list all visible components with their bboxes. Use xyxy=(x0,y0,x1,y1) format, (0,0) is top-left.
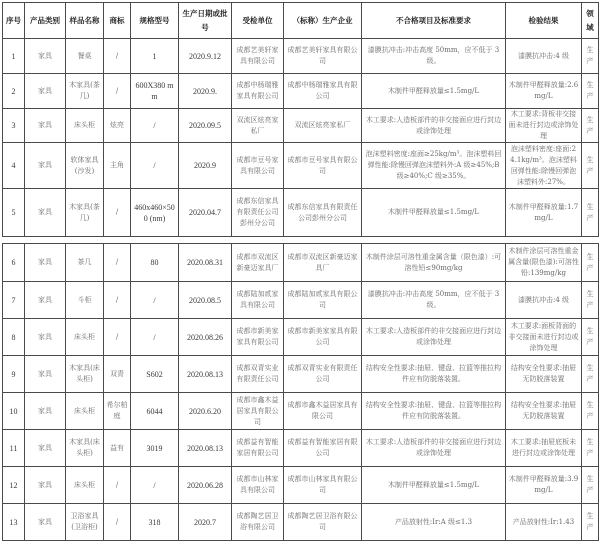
cell-failed-item: 产品放射性:Ir:A 级≤1.3 xyxy=(362,504,506,541)
inspection-table-part-1 xyxy=(2,2,599,237)
cell-field: 生产 xyxy=(582,393,599,430)
cell-sample-name: 木家具(茶几) xyxy=(66,74,104,109)
cell-failed-item: 结构安全性要求:抽屉、键盘、拉篮等推拉构件应有防脱落装置。 xyxy=(362,356,506,393)
cell-seq: 8 xyxy=(3,319,25,356)
cell-inspected-unit: 成都市双流区新豪迈家具厂 xyxy=(232,244,284,282)
cell-inspected-unit: 成都陆加贰家具有限公司 xyxy=(232,282,284,319)
cell-inspected-unit: 成都益有智能家居有限公司 xyxy=(232,430,284,467)
cell-failed-item: 泡沫塑料密度:座面≥25kg/m³。泡沫塑料回弹性能:除慢回弹泡沫塑料外:A 级≥45%;B 级≥40%;C 级≥35%。 xyxy=(362,143,506,189)
header-date-batch: 生产日期或批号 xyxy=(179,3,232,39)
cell-result: 木制件涂层可溶性重金属含量(限色漆):可溶性铅:139mg/kg xyxy=(506,244,582,282)
cell-seq: 4 xyxy=(3,143,25,189)
cell-inspected-unit: 成都东信家具有限责任公司彭州分公司 xyxy=(232,189,284,237)
cell-category: 家具 xyxy=(25,467,66,504)
table-row xyxy=(3,430,599,467)
table-row xyxy=(3,467,599,504)
cell-failed-item: 木工要求:人造板部件的非交接面应进行封边或涂饰处理 xyxy=(362,319,506,356)
cell-model: 600X380 mm xyxy=(131,74,179,109)
cell-date: 2020.7 xyxy=(179,504,232,541)
cell-result: 结构安全性要求:抽屉无防脱落装置 xyxy=(506,356,582,393)
cell-model: / xyxy=(131,109,179,143)
cell-trademark: / xyxy=(104,282,131,319)
cell-sample-name: 木家具(床头柜) xyxy=(66,356,104,393)
cell-category: 家具 xyxy=(25,244,66,282)
cell-field: 生产 xyxy=(582,356,599,393)
cell-category: 家具 xyxy=(25,109,66,143)
cell-category: 家具 xyxy=(25,393,66,430)
table-row xyxy=(3,319,599,356)
cell-result: 产品放射性:Ir:1.43 xyxy=(506,504,582,541)
cell-manufacturer: 成都市双流区新豪迈家具厂 xyxy=(284,244,362,282)
cell-inspected-unit: 成都市新美家家具有限公司 xyxy=(232,319,284,356)
cell-model: 318 xyxy=(131,504,179,541)
cell-manufacturer: 成都市鑫木益居家具有限公司 xyxy=(284,393,362,430)
cell-trademark: / xyxy=(104,189,131,237)
cell-model: / xyxy=(131,282,179,319)
cell-sample-name: 软体家具(沙发) xyxy=(66,143,104,189)
cell-result: 木制件甲醛释放量:2.6mg/L xyxy=(506,74,582,109)
header-trademark: 商标 xyxy=(104,3,131,39)
cell-inspected-unit: 成都中杨瑞雅家具有限公司 xyxy=(232,74,284,109)
table-row xyxy=(3,39,599,74)
table-row xyxy=(3,504,599,541)
cell-field: 生产 xyxy=(582,282,599,319)
cell-trademark: / xyxy=(104,467,131,504)
inspection-table-part-2 xyxy=(2,243,599,541)
cell-field: 生产 xyxy=(582,189,599,237)
cell-model: S602 xyxy=(131,356,179,393)
header-manufacturer: （标称）生产企业 xyxy=(284,3,362,39)
cell-model: 80 xyxy=(131,244,179,282)
table-row xyxy=(3,282,599,319)
cell-seq: 11 xyxy=(3,430,25,467)
cell-sample-name: 床头柜 xyxy=(66,393,104,430)
cell-seq: 9 xyxy=(3,356,25,393)
cell-inspected-unit: 双流区炫亮家私厂 xyxy=(232,109,284,143)
cell-date: 2020.09.5 xyxy=(179,109,232,143)
cell-trademark: 双青 xyxy=(104,356,131,393)
cell-field: 生产 xyxy=(582,504,599,541)
cell-failed-item: 木制件甲醛释放量≤1.5mg/L xyxy=(362,467,506,504)
cell-seq: 3 xyxy=(3,109,25,143)
cell-category: 家具 xyxy=(25,189,66,237)
cell-seq: 13 xyxy=(3,504,25,541)
cell-sample-name: 床头柜 xyxy=(66,467,104,504)
cell-trademark: 益有 xyxy=(104,430,131,467)
cell-result: 木工要求:抽屉底板未进行封边或涂饰处理 xyxy=(506,430,582,467)
cell-field: 生产 xyxy=(582,143,599,189)
cell-manufacturer: 成都市山林家具有限公司 xyxy=(284,467,362,504)
cell-manufacturer: 成都陶艺居卫浴有限公司 xyxy=(284,504,362,541)
cell-trademark: / xyxy=(104,504,131,541)
cell-sample-name: 斗柜 xyxy=(66,282,104,319)
cell-sample-name: 床头柜 xyxy=(66,319,104,356)
cell-sample-name: 卫浴家具(卫浴柜) xyxy=(66,504,104,541)
cell-manufacturer: 成都陆加贰家具有限公司 xyxy=(284,282,362,319)
cell-inspected-unit: 成都市豆号家具有限公司 xyxy=(232,143,284,189)
header-failed-item: 不合格项目及标准要求 xyxy=(362,3,506,39)
cell-field: 生产 xyxy=(582,467,599,504)
cell-trademark: / xyxy=(104,244,131,282)
cell-sample-name: 木家具(茶几) xyxy=(66,189,104,237)
cell-field: 生产 xyxy=(582,244,599,282)
cell-category: 家具 xyxy=(25,39,66,74)
cell-manufacturer: 成都中杨瑞雅家具有限公司 xyxy=(284,74,362,109)
cell-inspected-unit: 成都艺美轩家具有限公司 xyxy=(232,39,284,74)
cell-result: 漆膜抗冲击:4 级 xyxy=(506,39,582,74)
cell-manufacturer: 成都东信家具有限责任公司彭州分公司 xyxy=(284,189,362,237)
cell-result: 泡沫塑料密度:座面:24.1kg/m³。泡沫塑料回弹性能:除慢回弹泡沫塑料外:27%。 xyxy=(506,143,582,189)
cell-model: / xyxy=(131,467,179,504)
cell-manufacturer: 成都艺美轩家具有限公司 xyxy=(284,39,362,74)
cell-date: 2020.08.13 xyxy=(179,356,232,393)
cell-failed-item: 木制件甲醛释放量≤1.5mg/L xyxy=(362,74,506,109)
cell-manufacturer: 成都市豆号家具有限公司 xyxy=(284,143,362,189)
cell-trademark: 主角 xyxy=(104,143,131,189)
cell-date: 2020.9 xyxy=(179,143,232,189)
cell-failed-item: 漆膜抗冲击:冲击高度 50mm，应不低于 3 级。 xyxy=(362,39,506,74)
cell-manufacturer: 成都市新美家家具有限公司 xyxy=(284,319,362,356)
cell-field: 生产 xyxy=(582,74,599,109)
cell-date: 2020.9. xyxy=(179,74,232,109)
cell-seq: 10 xyxy=(3,393,25,430)
cell-trademark: 希尔柏庭 xyxy=(104,393,131,430)
cell-failed-item: 木工要求:人造板部件的非交接面应进行封边或涂饰处理 xyxy=(362,109,506,143)
cell-category: 家具 xyxy=(25,356,66,393)
cell-seq: 7 xyxy=(3,282,25,319)
header-field: 领域 xyxy=(582,3,599,39)
header-category: 产品类别 xyxy=(25,3,66,39)
cell-inspected-unit: 成都陶艺居卫浴有限公司 xyxy=(232,504,284,541)
cell-sample-name: 木家具(床头柜) xyxy=(66,430,104,467)
cell-trademark: / xyxy=(104,39,131,74)
cell-field: 生产 xyxy=(582,319,599,356)
cell-inspected-unit: 成都市山林家具有限公司 xyxy=(232,467,284,504)
cell-date: 2020.06.28 xyxy=(179,467,232,504)
cell-category: 家具 xyxy=(25,282,66,319)
cell-sample-name: 茶几 xyxy=(66,244,104,282)
header-inspected-unit: 受检单位 xyxy=(232,3,284,39)
cell-result: 木制件甲醛释放量:1.7mg/L xyxy=(506,189,582,237)
cell-failed-item: 木制件涂层可溶性重金属含量（限色漆）:可溶性铅≤90mg/kg xyxy=(362,244,506,282)
cell-result: 木制件甲醛释放量:3.9mg/L xyxy=(506,467,582,504)
cell-seq: 5 xyxy=(3,189,25,237)
cell-seq: 1 xyxy=(3,39,25,74)
cell-date: 2020.04.7 xyxy=(179,189,232,237)
header-model: 规格型号 xyxy=(131,3,179,39)
cell-result: 木工要求:面板背面的非交接面未进行封边或涂饰处理 xyxy=(506,319,582,356)
cell-model: 1 xyxy=(131,39,179,74)
header-sample-name: 样品名称 xyxy=(66,3,104,39)
cell-trademark: / xyxy=(104,74,131,109)
cell-result: 漆膜抗冲击:4 级 xyxy=(506,282,582,319)
cell-manufacturer: 成都益有智能家居有限公司 xyxy=(284,430,362,467)
table-row xyxy=(3,109,599,143)
cell-category: 家具 xyxy=(25,143,66,189)
cell-manufacturer: 双流区炫亮家私厂 xyxy=(284,109,362,143)
cell-inspected-unit: 成都双青实业有限责任公司 xyxy=(232,356,284,393)
cell-result: 木工要求:背板非交接面未进行封边或涂饰处理 xyxy=(506,109,582,143)
header-row xyxy=(3,3,599,39)
cell-category: 家具 xyxy=(25,319,66,356)
cell-date: 2020.6.20 xyxy=(179,393,232,430)
cell-failed-item: 木工要求:人造板部件的非交接面应进行封边或涂饰处理 xyxy=(362,430,506,467)
cell-sample-name: 餐桌 xyxy=(66,39,104,74)
cell-trademark: 炫亮 xyxy=(104,109,131,143)
cell-model: 6044 xyxy=(131,393,179,430)
cell-failed-item: 结构安全性要求:抽屉、键盘、拉篮等推拉构件应有防脱落装置。 xyxy=(362,393,506,430)
table-row xyxy=(3,244,599,282)
table-row xyxy=(3,393,599,430)
cell-field: 生产 xyxy=(582,430,599,467)
cell-seq: 12 xyxy=(3,467,25,504)
header-result: 检验结果 xyxy=(506,3,582,39)
cell-trademark: / xyxy=(104,319,131,356)
cell-model: 3019 xyxy=(131,430,179,467)
cell-seq: 6 xyxy=(3,244,25,282)
cell-date: 2020.08.13 xyxy=(179,430,232,467)
cell-model: 460x460×500 (nm) xyxy=(131,189,179,237)
cell-date: 2020.08.5 xyxy=(179,282,232,319)
table-row xyxy=(3,356,599,393)
cell-category: 家具 xyxy=(25,430,66,467)
cell-model: / xyxy=(131,143,179,189)
cell-field: 生产 xyxy=(582,39,599,74)
cell-manufacturer: 成都双青实业有限责任公司 xyxy=(284,356,362,393)
table-row xyxy=(3,74,599,109)
cell-failed-item: 漆膜抗冲击:冲击高度 50mm，应不低于 3 级。 xyxy=(362,282,506,319)
table-row xyxy=(3,143,599,189)
cell-date: 2020.08.31 xyxy=(179,244,232,282)
cell-date: 2020.9.12 xyxy=(179,39,232,74)
cell-failed-item: 木制件甲醛释放量≤1.5mg/L xyxy=(362,189,506,237)
cell-date: 2020.08.26 xyxy=(179,319,232,356)
cell-inspected-unit: 成都市鑫木益居家具有限公司 xyxy=(232,393,284,430)
header-seq: 序号 xyxy=(3,3,25,39)
cell-seq: 2 xyxy=(3,74,25,109)
cell-result: 结构安全性要求:抽屉无防脱落装置 xyxy=(506,393,582,430)
table-row xyxy=(3,189,599,237)
cell-field: 生产 xyxy=(582,109,599,143)
cell-category: 家具 xyxy=(25,74,66,109)
cell-category: 家具 xyxy=(25,504,66,541)
cell-sample-name: 床头柜 xyxy=(66,109,104,143)
cell-model: / xyxy=(131,319,179,356)
